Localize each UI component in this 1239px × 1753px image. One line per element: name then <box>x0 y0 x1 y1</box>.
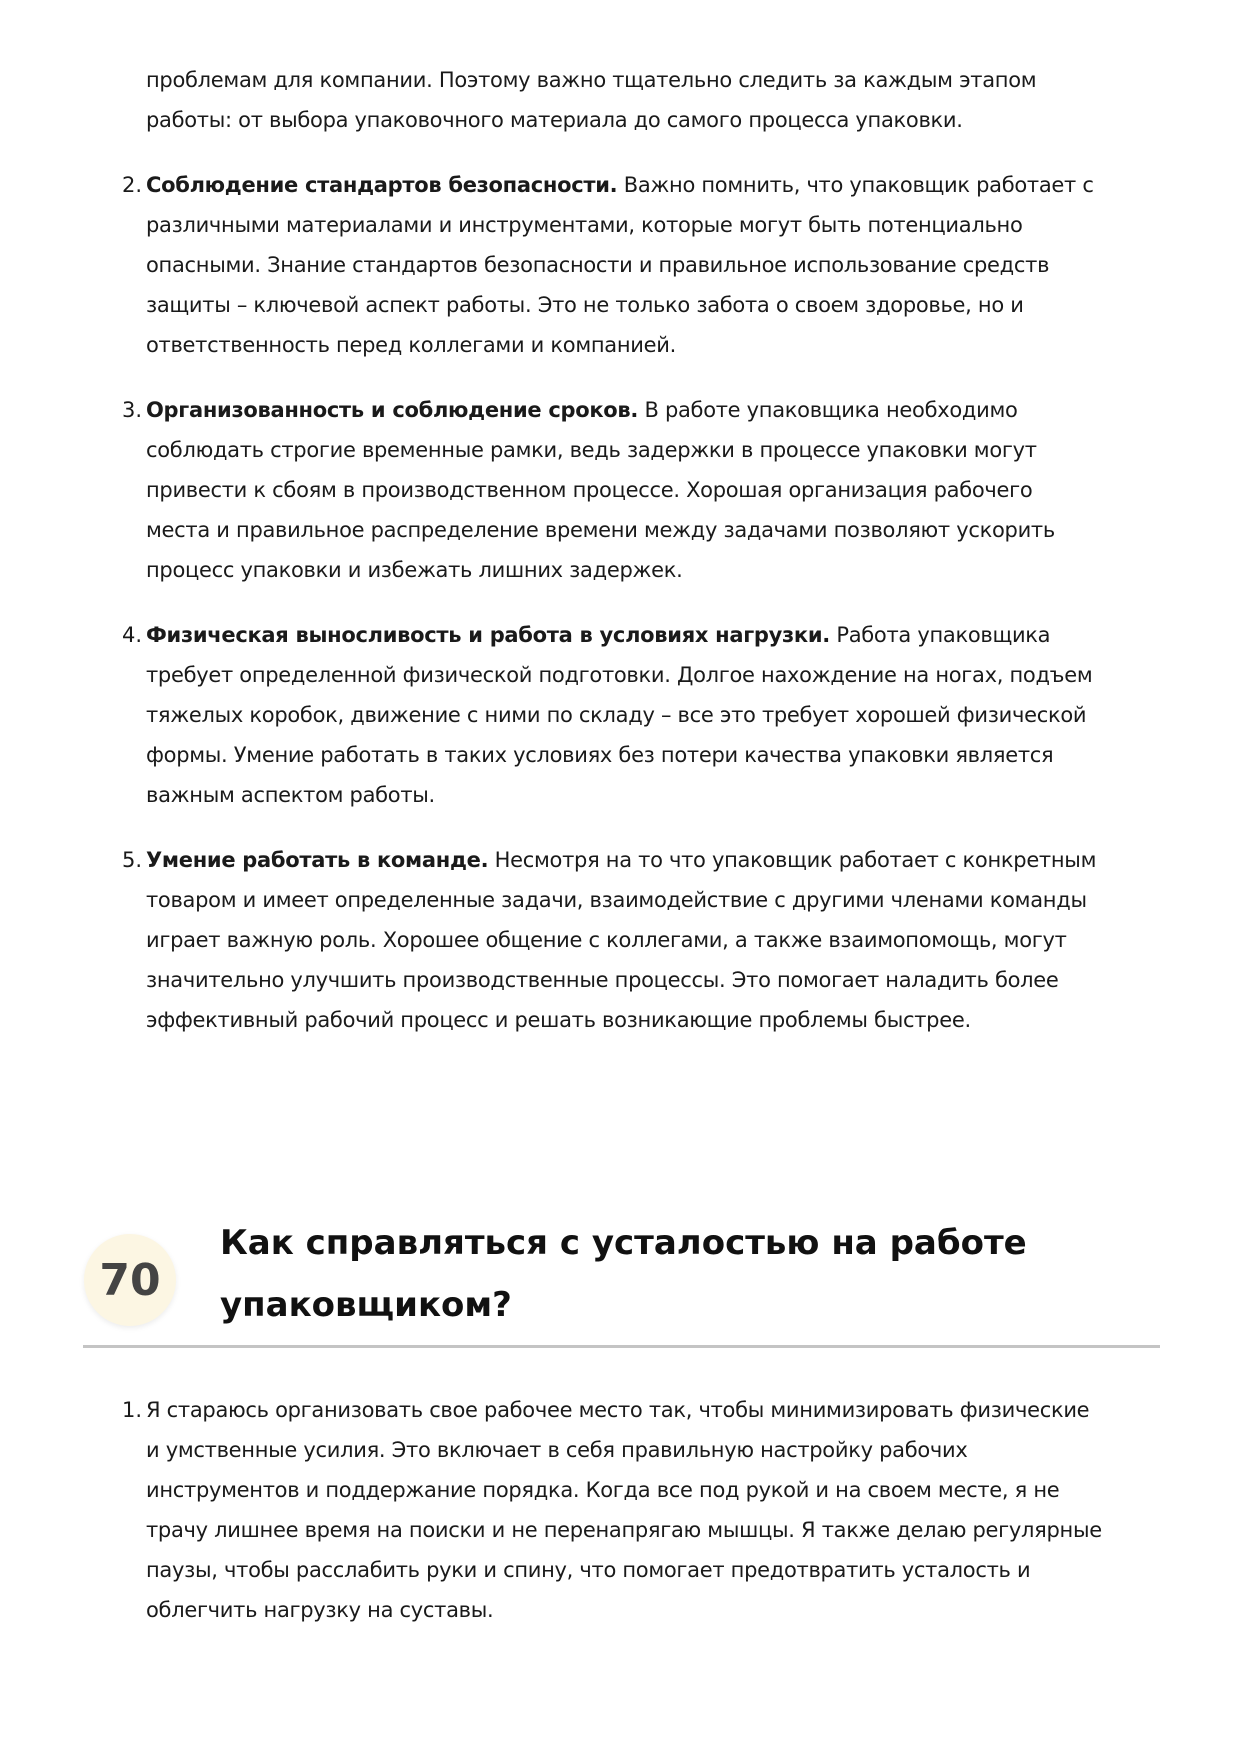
item-text: Важно помнить, что упаковщик работает с <box>617 173 1094 197</box>
item-text: товаром и имеет определенные задачи, взаимодействие с другими членами команды <box>146 888 1087 912</box>
text-line <box>146 285 1206 325</box>
text-line <box>146 1390 1206 1430</box>
text-line <box>146 205 1206 245</box>
divider <box>83 1345 1160 1348</box>
item-text: паузы, чтобы расслабить руки и спину, что помогает предотвратить усталость и <box>146 1558 1031 1582</box>
text-line <box>146 775 1206 815</box>
text-line <box>146 100 1206 140</box>
text-line <box>146 245 1206 285</box>
text-line <box>146 615 1206 655</box>
title-line: упаковщиком? <box>220 1285 512 1325</box>
item-text: опасными. Знание стандартов безопасности и правильное использование средств <box>146 253 1050 277</box>
text-line <box>146 735 1206 775</box>
item-number: 1. <box>121 1398 142 1422</box>
text-line <box>146 1000 1206 1040</box>
text-line <box>146 165 1206 205</box>
item-number: 4. <box>121 623 142 647</box>
item-text: важным аспектом работы. <box>146 783 435 807</box>
item-number: 5. <box>121 848 142 872</box>
item-text: процесс упаковки и избежать лишних задержек. <box>146 558 683 582</box>
text-line <box>146 1590 1206 1630</box>
item-text: инструментов и поддержание порядка. Когда все под рукой и на своем месте, я не <box>146 1478 1060 1502</box>
item-text: ответственность перед коллегами и компанией. <box>146 333 677 357</box>
text-line <box>146 550 1206 590</box>
item-text: тяжелых коробок, движение с ними по складу – все это требует хорошей физической <box>146 703 1087 727</box>
text-line <box>146 960 1206 1000</box>
text-line <box>146 655 1206 695</box>
item-text: защиты – ключевой аспект работы. Это не только забота о своем здоровье, но и <box>146 293 1024 317</box>
list-item <box>0 1390 1239 1630</box>
item-text: требует определенной физической подготовки. Долгое нахождение на ногах, подъем <box>146 663 1093 687</box>
item-text: соблюдать строгие временные рамки, ведь задержки в процессе упаковки могут <box>146 438 1037 462</box>
list-item <box>0 390 1239 590</box>
list-item <box>0 615 1239 815</box>
item-text: значительно улучшить производственные процессы. Это помогает наладить более <box>146 968 1059 992</box>
item-text: Работа упаковщика <box>829 623 1051 647</box>
text-line <box>146 1510 1206 1550</box>
item-heading: Соблюдение стандартов безопасности. <box>146 173 618 197</box>
item-text: формы. Умение работать в таких условиях без потери качества упаковки является <box>146 743 1054 767</box>
text-line <box>146 60 1206 100</box>
item-text: места и правильное распределение времени между задачами позволяют ускорить <box>146 518 1055 542</box>
text-line <box>146 390 1206 430</box>
text-line <box>146 430 1206 470</box>
item-number: 2. <box>121 173 142 197</box>
item-text: привести к сбоям в производственном процессе. Хорошая организация рабочего <box>146 478 1033 502</box>
text-line <box>146 840 1206 880</box>
text-line <box>146 470 1206 510</box>
numbered-list <box>0 1390 1239 1655</box>
list-item <box>0 165 1239 365</box>
text-line <box>146 920 1206 960</box>
item-text: играет важную роль. Хорошее общение с коллегами, а также взаимопомощь, могут <box>146 928 1067 952</box>
item-text: эффективный рабочий процесс и решать возникающие проблемы быстрее. <box>146 1008 971 1032</box>
item-text: В работе упаковщика необходимо <box>638 398 1018 422</box>
item-text: и умственные усилия. Это включает в себя правильную настройку рабочих <box>146 1438 968 1462</box>
text-line <box>146 510 1206 550</box>
item-text: Несмотря на то что упаковщик работает с конкретным <box>488 848 1097 872</box>
text-line <box>146 1430 1206 1470</box>
item-text: трачу лишнее время на поиски и не перенапрягаю мышцы. Я также делаю регулярные <box>146 1518 1102 1542</box>
list-item <box>0 60 1239 140</box>
title-line: Как справляться с усталостью на работе <box>220 1223 1027 1263</box>
item-text: проблемам для компании. Поэтому важно тщательно следить за каждым этапом <box>146 68 1037 92</box>
item-heading: Организованность и соблюдение сроков. <box>146 398 639 422</box>
section-number-badge: 70 <box>84 1234 176 1326</box>
item-text: работы: от выбора упаковочного материала до самого процесса упаковки. <box>146 108 963 132</box>
item-heading: Физическая выносливость и работа в условиях нагрузки. <box>146 623 830 647</box>
numbered-list <box>0 60 1239 1065</box>
text-line <box>146 1470 1206 1510</box>
item-number: 3. <box>121 398 142 422</box>
item-text: различными материалами и инструментами, которые могут быть потенциально <box>146 213 1023 237</box>
text-line <box>146 1550 1206 1590</box>
item-heading: Умение работать в команде. <box>146 848 489 872</box>
text-line <box>146 695 1206 735</box>
item-text: облегчить нагрузку на суставы. <box>146 1598 494 1622</box>
section-title <box>220 1212 1027 1336</box>
list-item <box>0 840 1239 1040</box>
text-line <box>146 325 1206 365</box>
text-line <box>146 880 1206 920</box>
item-text: Я стараюсь организовать свое рабочее место так, чтобы минимизировать физические <box>146 1398 1090 1422</box>
